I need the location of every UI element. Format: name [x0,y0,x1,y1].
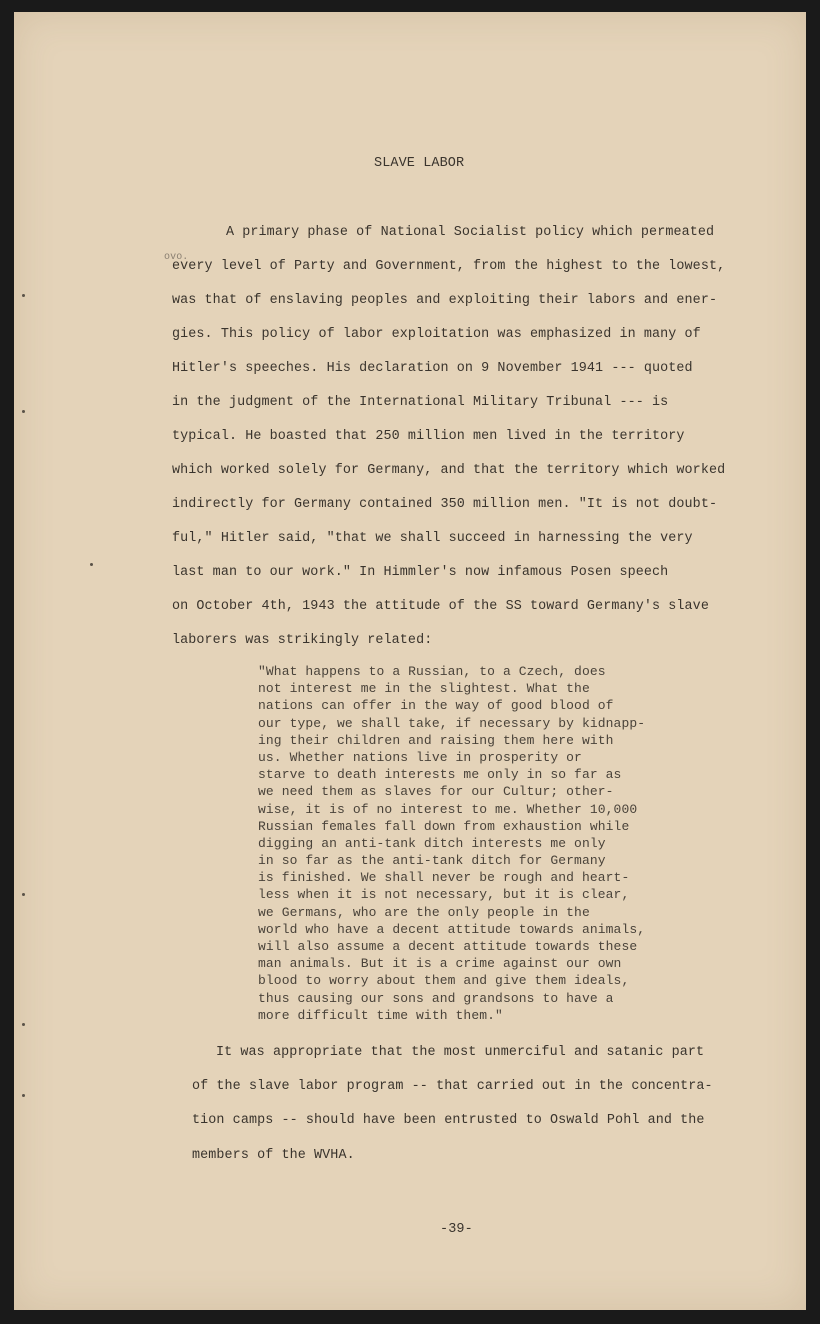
paragraph-line: typical. He boasted that 250 million men lived in the territory [172,429,685,444]
scan-speck [22,1023,25,1026]
quote-line: wise, it is of no interest to me. Whether 10,000 [258,801,638,817]
paragraph-line: indirectly for Germany contained 350 million men. "It is not doubt- [172,497,718,512]
paragraph-line: last man to our work." In Himmler's now infamous Posen speech [172,565,669,580]
paragraph-line: Hitler's speeches. His declaration on 9 November 1941 --- quoted [172,361,693,376]
scan-speck [90,563,93,566]
quote-line: blood to worry about them and give them ideals, [258,973,630,989]
quote-line: ing their children and raising them here with [258,732,614,748]
quote-line: nations can offer in the way of good blood of [258,698,614,714]
paragraph-line: It was appropriate that the most unmerciful and satanic part [216,1045,705,1060]
quote-line: Russian females fall down from exhaustion while [258,818,630,834]
scan-speck [22,294,25,297]
quote-line: not interest me in the slightest. What the [258,681,590,697]
quote-line: thus causing our sons and grandsons to have a [258,990,614,1006]
paragraph-line: gies. This policy of labor exploitation was emphasized in many of [172,327,701,342]
paragraph-line: laborers was strikingly related: [172,633,433,648]
paragraph-line: A primary phase of National Socialist policy which permeated [226,225,715,240]
paragraph-line: ful," Hitler said, "that we shall succeed in harnessing the very [172,531,693,546]
paragraph-conclusion [192,1036,772,1173]
scan-speck [22,410,25,413]
paragraph-line: in the judgment of the International Military Tribunal --- is [172,395,669,410]
quote-line: is finished. We shall never be rough and heart- [258,870,630,886]
paragraph-line: was that of enslaving peoples and exploiting their labors and ener- [172,293,718,308]
quote-line: we Germans, who are the only people in the [258,904,590,920]
paragraph-line: every level of Party and Government, from the highest to the lowest, [172,259,726,274]
page-number: -39- [440,1222,473,1237]
document-sheet [14,12,806,1310]
handwritten-annotation: ovo. [164,252,189,263]
quote-line: we need them as slaves for our Cultur; other- [258,784,614,800]
paragraph-intro [172,216,782,658]
quote-line: world who have a decent attitude towards animals, [258,921,646,937]
block-quote-himmler [258,663,698,1024]
paragraph-line: which worked solely for Germany, and that the territory which worked [172,463,726,478]
paragraph-line: members of the WVHA. [192,1147,355,1163]
quote-line: "What happens to a Russian, to a Czech, does [258,664,606,679]
quote-line: less when it is not necessary, but it is clear, [258,887,630,903]
paragraph-line: of the slave labor program -- that carried out in the concentra- [192,1079,713,1095]
quote-line: us. Whether nations live in prosperity or [258,749,582,765]
paragraph-line: tion camps -- should have been entrusted to Oswald Pohl and the [192,1113,705,1129]
paragraph-line: on October 4th, 1943 the attitude of the SS toward Germany's slave [172,599,709,614]
document-title: SLAVE LABOR [374,156,465,171]
quote-line: starve to death interests me only in so far as [258,767,622,783]
quote-line: digging an anti-tank ditch interests me only [258,835,606,851]
scan-speck [22,1094,25,1097]
quote-line: in so far as the anti-tank ditch for Germany [258,853,606,869]
quote-line: more difficult time with them." [258,1007,503,1023]
quote-line: man animals. But it is a crime against our own [258,956,622,972]
quote-line: will also assume a decent attitude towards these [258,939,638,954]
quote-line: our type, we shall take, if necessary by kidnapp- [258,715,646,731]
scan-speck [22,893,25,896]
